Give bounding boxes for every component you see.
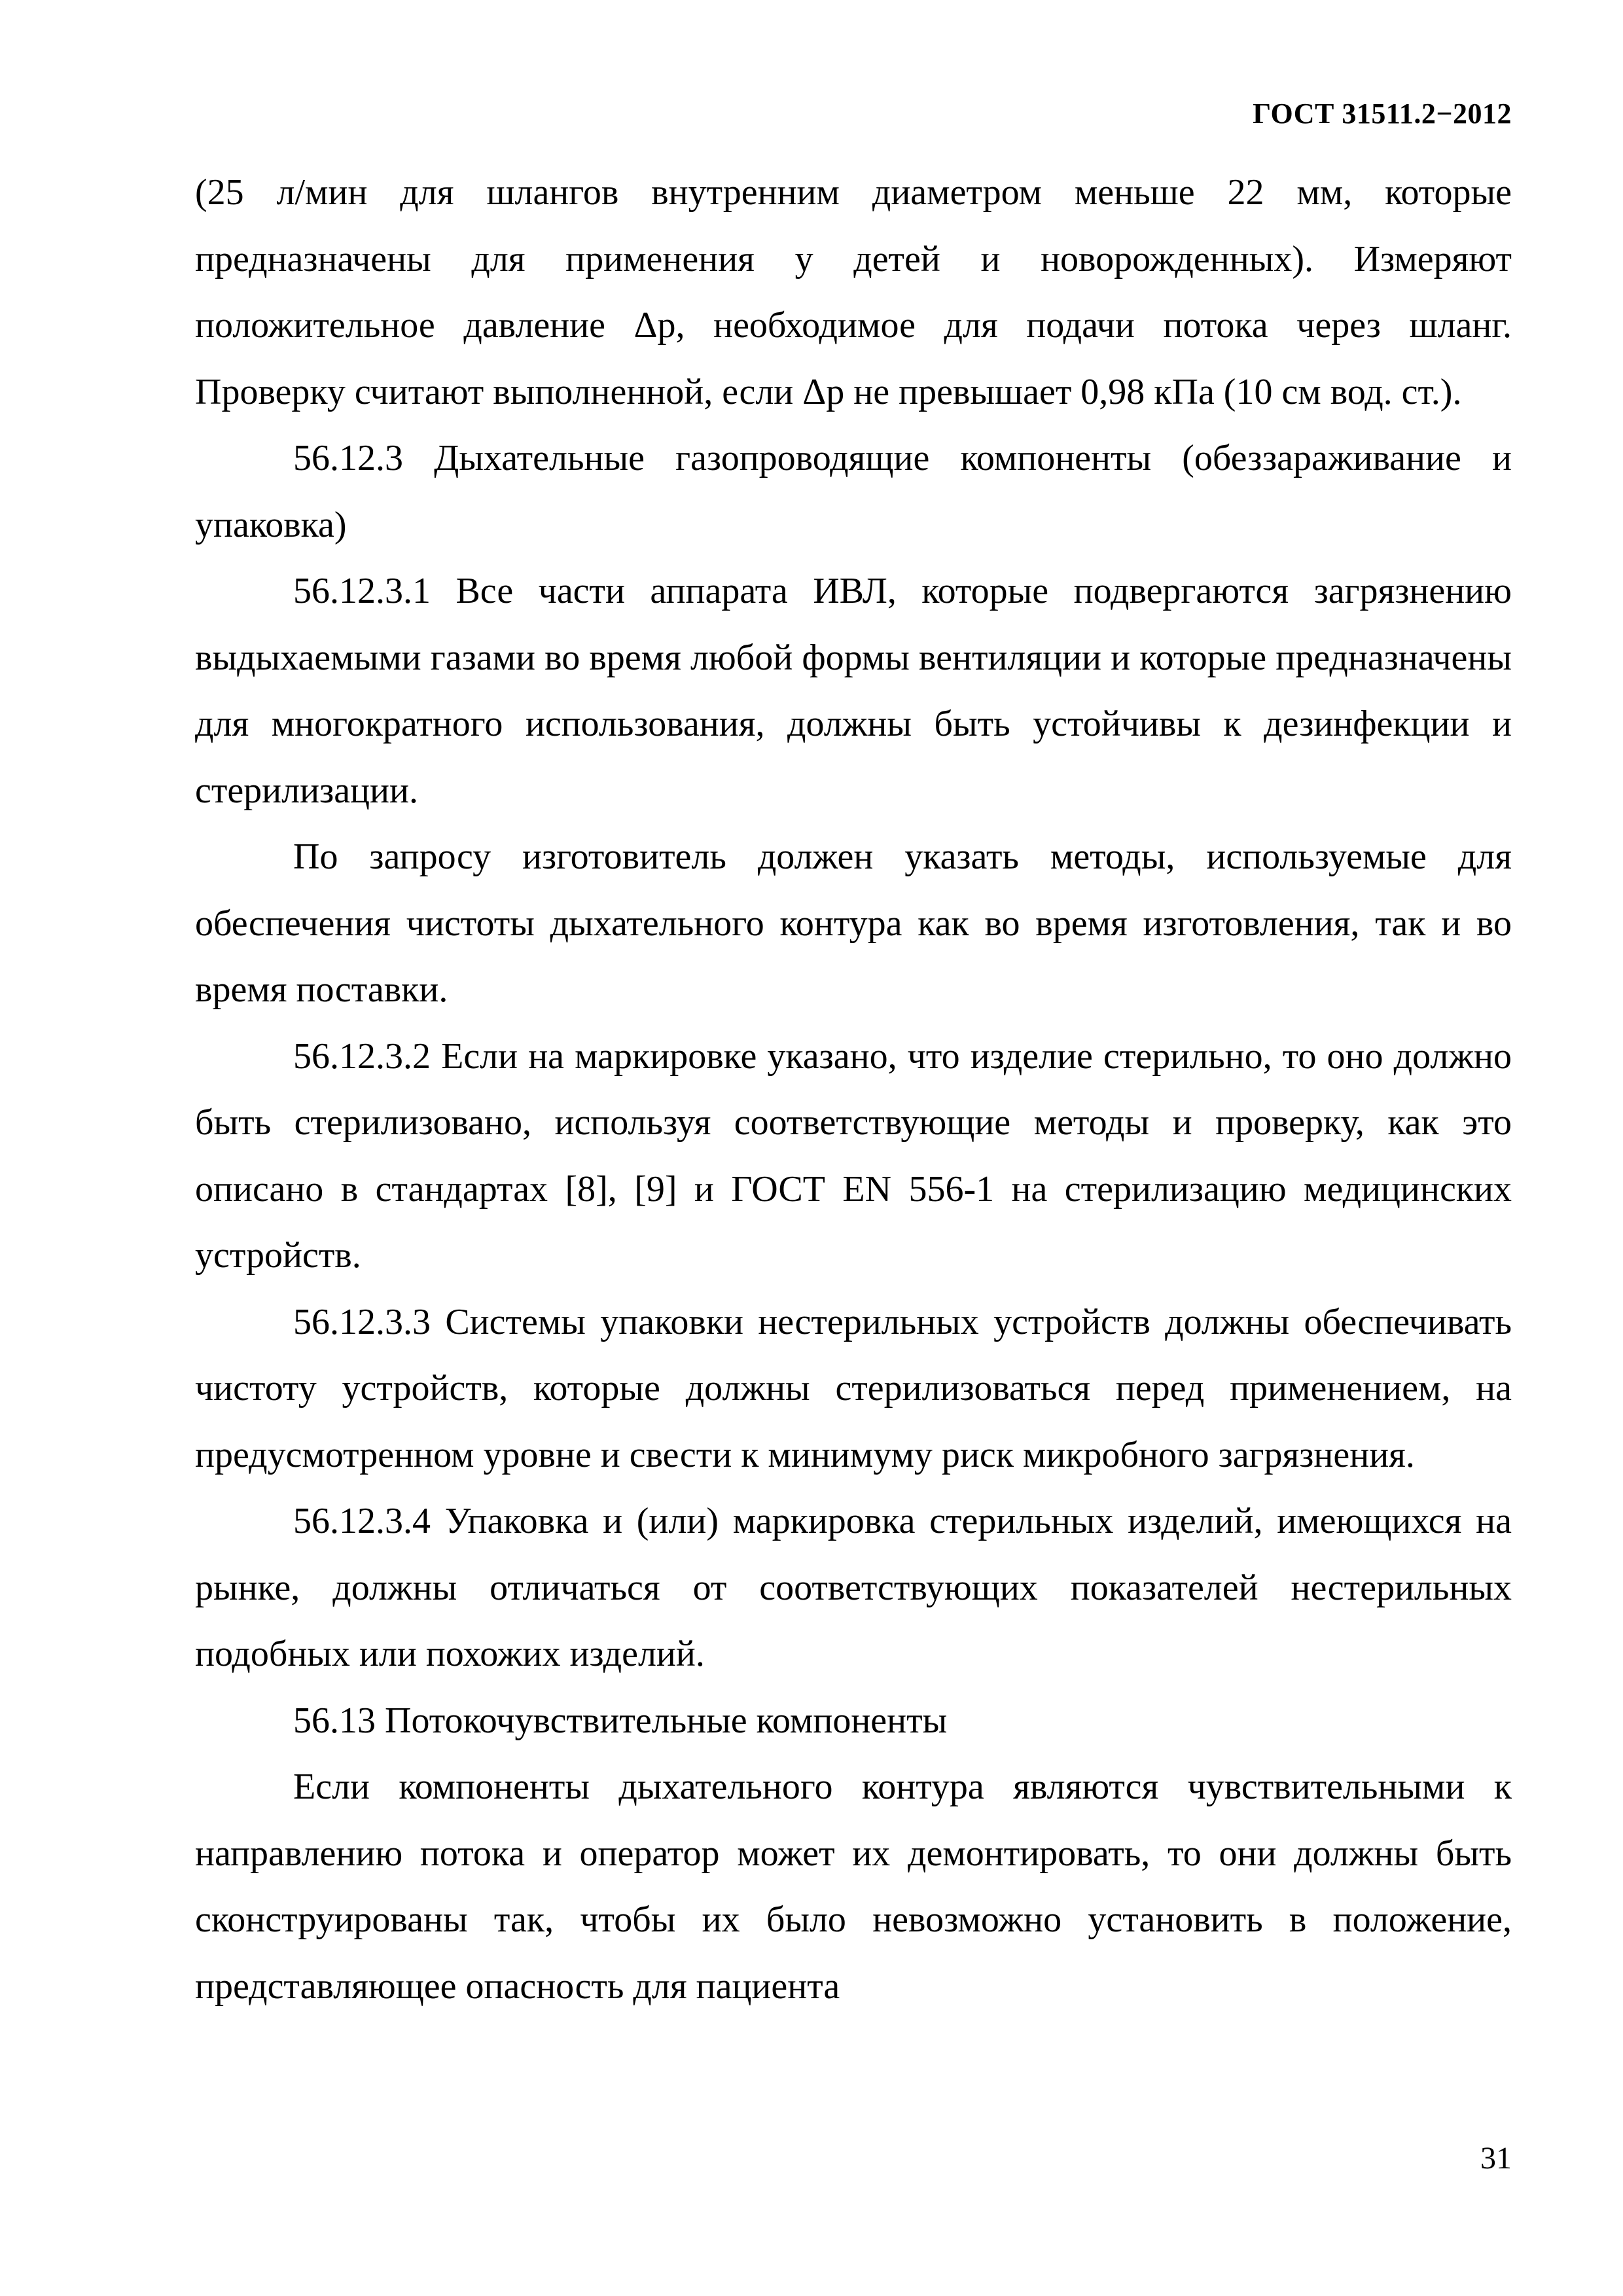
paragraph-56-12-3-3: 56.12.3.3 Системы упаковки нестерильных устройств должны обеспечивать чистоту устройств, которые должны стерилизоваться перед применением, на предусмотренном уровне и свести к минимуму риск микробного загрязнения. bbox=[195, 1301, 1512, 1475]
paragraph-flow-sensitive-components: Если компоненты дыхательного контура являются чувствительными к направлению потока и оператор может их демонтировать, то они должны быть сконструированы так, чтобы их было невозможно установить в положение, представляющее опасность для пациента bbox=[195, 1767, 1512, 2007]
paragraph-56-12-3-2: 56.12.3.2 Если на маркировке указано, что изделие стерильно, то оно должно быть стерилизовано, используя соответствующие методы и проверку, как это описано в стандартах [8], [9] и ГОСТ EN 556-1 на стерилизацию медицинских устройств. bbox=[195, 1035, 1512, 1276]
paragraph-56-12-3-4: 56.12.3.4 Упаковка и (или) маркировка стерильных изделий, имеющихся на рынке, должны отличаться от соответствующих показателей нестерильных подобных или похожих изделий. bbox=[195, 1501, 1512, 1674]
section-heading-56-13: 56.13 Потокочувствительные компоненты bbox=[293, 1700, 948, 1741]
paragraph-cleanliness-methods: По запросу изготовитель должен указать методы, используемые для обеспечения чистоты дыхательного контура как во время изготовления, так и во время поставки. bbox=[195, 836, 1512, 1010]
page-number: 31 bbox=[1480, 2141, 1512, 2176]
paragraph-flow-test-continuation: (25 л/мин для шлангов внутренним диаметром меньше 22 мм, которые предназначены для применения у детей и новорожденных). Измеряют положительное давление Δp, необходимое для подачи потока через шланг. Проверку считают выполненной, если Δp не превышает 0,98 кПа (10 см вод. ст.). bbox=[195, 172, 1512, 412]
document-body bbox=[195, 160, 1512, 2020]
section-heading-56-12-3: 56.12.3 Дыхательные газопроводящие компоненты (обеззараживание и упаковка) bbox=[195, 438, 1512, 545]
document-code-header: ГОСТ 31511.2−2012 bbox=[1253, 98, 1512, 130]
paragraph-56-12-3-1: 56.12.3.1 Все части аппарата ИВЛ, которые подвергаются загрязнению выдыхаемыми газами во время любой формы вентиляции и которые предназначены для многократного использования, должны быть устойчивы к дезинфекции и стерилизации. bbox=[195, 571, 1512, 811]
